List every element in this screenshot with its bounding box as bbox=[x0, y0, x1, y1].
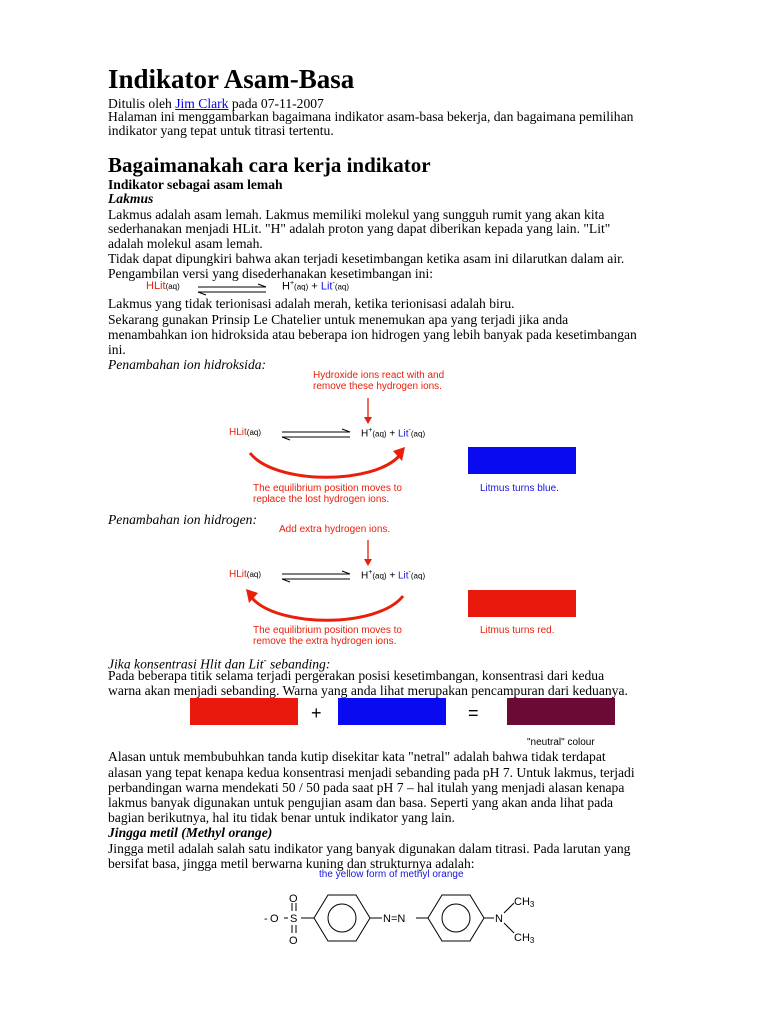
equal-label: Jika konsentrasi Hlit dan Lit- sebanding: bbox=[108, 655, 331, 672]
charge-label: - bbox=[264, 913, 268, 925]
equilibrium-products: H+(aq) + Lit-(aq) bbox=[282, 280, 350, 293]
paragraph-line: adalah molekul asam lemah. bbox=[108, 236, 263, 251]
equilibrium-equation: HLit(aq) bbox=[146, 280, 180, 292]
fig2-equation-right: H+(aq) + Lit-(aq) bbox=[361, 569, 426, 582]
fig2-curved-arrow bbox=[238, 586, 418, 626]
methyl-orange-structure bbox=[262, 885, 552, 955]
hydroxide-label: Penambahan ion hidroksida: bbox=[108, 357, 267, 372]
paragraph-line: bagian berikutnya, hal itu tidak benar untuk indikator yang lain. bbox=[108, 810, 455, 825]
lakmus-heading: Lakmus bbox=[108, 191, 154, 206]
paragraph-line: menambahkan ion hidroksida atau beberapa ion hidrogen yang lebih banyak pada kesetimbangan bbox=[108, 327, 637, 342]
paragraph-line: Sekarang gunakan Prinsip Le Chatelier untuk menemukan apa yang terjadi jika anda bbox=[108, 312, 569, 327]
hydrogen-label: Penambahan ion hidrogen: bbox=[108, 512, 258, 527]
paragraph-line: bersifat basa, jingga metil berwarna kuning dan strukturnya adalah: bbox=[108, 856, 475, 871]
intro-line: indikator yang tepat untuk titrasi tertentu. bbox=[108, 123, 334, 138]
fig1-equation-left: HLit(aq) bbox=[229, 427, 262, 438]
fig2-top-note: Add extra hydrogen ions. bbox=[279, 524, 391, 535]
paragraph-line: ini. bbox=[108, 342, 126, 357]
mix-plus: + bbox=[311, 703, 322, 723]
mix-blue-swatch bbox=[338, 698, 446, 725]
paragraph-line: Alasan untuk membubuhkan tanda kutip disekitar kata "netral" adalah bahwa tidak terdapat bbox=[108, 749, 606, 764]
equilibrium-arrows bbox=[196, 284, 276, 296]
blue-color-swatch bbox=[468, 447, 576, 474]
o-mid-label: O bbox=[270, 913, 279, 925]
paragraph-line: perbandingan warna mendekati 50 / 50 pada saat pH 7 – hal itulah yang menjadi alasan kenapa bbox=[108, 780, 625, 795]
section-heading: Bagaimanakah cara kerja indikator bbox=[108, 153, 431, 177]
paragraph-line: warna akan menjadi sebanding. Warna yang anda lihat merupakan pencampuran dari keduanya. bbox=[108, 683, 628, 698]
paragraph-line: Pengambilan versi yang disederhanakan kesetimbangan ini: bbox=[108, 266, 434, 281]
paragraph-line: lakmus banyak digunakan untuk pengujian asam dan basa. Seperti yang akan anda lihat pada bbox=[108, 795, 614, 810]
fig1-equilibrium-arrows bbox=[280, 429, 360, 441]
mix-equals: = bbox=[468, 703, 479, 723]
azo-label: N=N bbox=[383, 913, 406, 925]
n-label: N bbox=[495, 913, 503, 925]
ch3-top-label: CH3 bbox=[514, 896, 535, 909]
fig1-down-arrow bbox=[360, 398, 380, 428]
paragraph-line: Tidak dapat dipungkiri bahwa akan terjadi kesetimbangan ketika asam ini dilarutkan dalam air. bbox=[108, 251, 625, 266]
author-link[interactable]: Jim Clark bbox=[175, 96, 229, 111]
s-label: S bbox=[290, 913, 298, 925]
page-title: Indikator Asam-Basa bbox=[108, 64, 355, 94]
neutral-caption: "neutral" colour bbox=[527, 737, 595, 748]
fig1-bottom-note: The equilibrium position moves to replace the lost hydrogen ions. bbox=[253, 483, 402, 505]
fig1-curved-arrow bbox=[245, 445, 415, 485]
fig1-equation-right: H+(aq) + Lit-(aq) bbox=[361, 427, 426, 440]
fig2-equilibrium-arrows bbox=[280, 571, 360, 583]
ch3-bot-label: CH3 bbox=[514, 932, 535, 945]
fig1-result: Litmus turns blue. bbox=[480, 483, 559, 494]
o-top-label: O bbox=[289, 893, 298, 905]
fig2-down-arrow bbox=[360, 540, 380, 570]
fig1-top-note: Hydroxide ions react with and remove these hydrogen ions. bbox=[313, 370, 445, 392]
paragraph-line: sederhanakan menjadi HLit. "H" adalah proton yang dapat diberikan kepada yang lain. "Lit" bbox=[108, 221, 611, 236]
neutral-color-swatch bbox=[507, 698, 615, 725]
red-color-swatch bbox=[468, 590, 576, 617]
byline: Ditulis oleh Jim Clark pada 07-11-2007 bbox=[108, 96, 324, 111]
paragraph-line: alasan yang tepat kenapa kedua konsentrasi menjadi sebanding pada pH 7. Untuk lakmus, terjadi bbox=[108, 765, 635, 780]
paragraph-line: Lakmus adalah asam lemah. Lakmus memiliki molekul yang sungguh rumit yang akan kita bbox=[108, 207, 605, 222]
paragraph-line: Lakmus yang tidak terionisasi adalah merah, ketika terionisasi adalah biru. bbox=[108, 296, 515, 311]
intro-line: Halaman ini menggambarkan bagaimana indikator asam-basa bekerja, dan bagaimana pemilihan bbox=[108, 109, 634, 124]
fig2-equation-left: HLit(aq) bbox=[229, 569, 262, 580]
paragraph-line: Pada beberapa titik selama terjadi pergerakan posisi kesetimbangan, konsentrasi dari kedua bbox=[108, 668, 605, 683]
fig2-bottom-note: The equilibrium position moves to remove the extra hydrogen ions. bbox=[253, 625, 402, 647]
fig2-result: Litmus turns red. bbox=[480, 625, 555, 636]
o-bot-label: O bbox=[289, 935, 298, 947]
methyl-orange-caption: the yellow form of methyl orange bbox=[319, 869, 464, 880]
subheading: Indikator sebagai asam lemah bbox=[108, 177, 283, 192]
mix-red-swatch bbox=[190, 698, 298, 725]
paragraph-line: Jingga metil adalah salah satu indikator yang banyak digunakan dalam titrasi. Pada larutan yang bbox=[108, 841, 631, 856]
methyl-orange-heading: Jingga metil (Methyl orange) bbox=[108, 825, 273, 840]
